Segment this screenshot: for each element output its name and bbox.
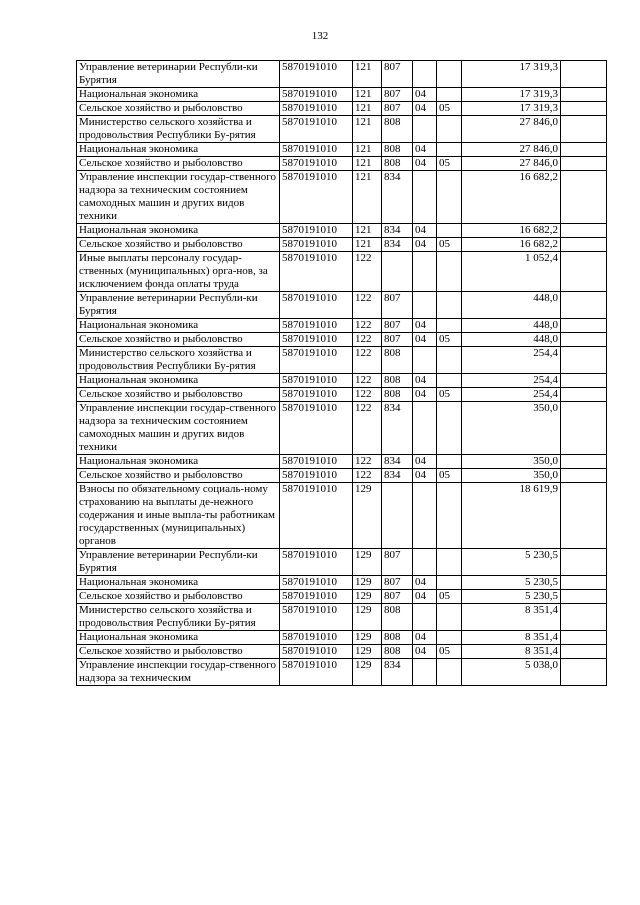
row-administrator-code: 808 <box>382 347 413 374</box>
row-target-article: 5870191010 <box>280 319 353 333</box>
row-name: Управление инспекции государ-ственного надзора за техническим состоянием самоходных машин и других видов техники <box>77 402 280 455</box>
row-name: Управление инспекции государ-ственного надзора за техническим <box>77 659 280 686</box>
row-expense-type: 122 <box>353 455 382 469</box>
row-administrator-code: 807 <box>382 102 413 116</box>
row-name: Министерство сельского хозяйства и продовольствия Республики Бу-рятия <box>77 347 280 374</box>
row-administrator-code: 807 <box>382 549 413 576</box>
row-extra <box>561 374 607 388</box>
table-row <box>77 88 607 102</box>
row-subsection <box>437 659 462 686</box>
row-expense-type: 121 <box>353 88 382 102</box>
table-row <box>77 171 607 224</box>
row-extra <box>561 88 607 102</box>
row-target-article: 5870191010 <box>280 157 353 171</box>
row-amount: 254,4 <box>462 374 561 388</box>
row-name: Национальная экономика <box>77 631 280 645</box>
row-expense-type: 121 <box>353 61 382 88</box>
table-row <box>77 645 607 659</box>
row-administrator-code <box>382 252 413 292</box>
row-section <box>413 604 437 631</box>
table-row <box>77 347 607 374</box>
row-section <box>413 252 437 292</box>
row-target-article: 5870191010 <box>280 292 353 319</box>
budget-table <box>76 60 607 686</box>
row-name: Управление ветеринарии Республи-ки Бурятия <box>77 549 280 576</box>
row-name: Управление инспекции государ-ственного надзора за техническим состоянием самоходных машин и других видов техники <box>77 171 280 224</box>
row-amount: 448,0 <box>462 333 561 347</box>
table-row <box>77 116 607 143</box>
row-extra <box>561 402 607 455</box>
row-amount: 254,4 <box>462 347 561 374</box>
table-row <box>77 576 607 590</box>
row-name: Национальная экономика <box>77 319 280 333</box>
row-expense-type: 121 <box>353 157 382 171</box>
row-name: Национальная экономика <box>77 143 280 157</box>
table-row <box>77 549 607 576</box>
row-amount: 8 351,4 <box>462 645 561 659</box>
row-target-article: 5870191010 <box>280 224 353 238</box>
table-row <box>77 252 607 292</box>
row-target-article: 5870191010 <box>280 659 353 686</box>
row-section <box>413 61 437 88</box>
row-extra <box>561 224 607 238</box>
row-subsection: 05 <box>437 388 462 402</box>
row-expense-type: 129 <box>353 590 382 604</box>
row-section: 04 <box>413 631 437 645</box>
row-extra <box>561 116 607 143</box>
row-amount: 27 846,0 <box>462 157 561 171</box>
row-name: Национальная экономика <box>77 455 280 469</box>
row-target-article: 5870191010 <box>280 102 353 116</box>
table-row <box>77 224 607 238</box>
row-expense-type: 122 <box>353 292 382 319</box>
row-amount: 350,0 <box>462 455 561 469</box>
row-target-article: 5870191010 <box>280 576 353 590</box>
row-subsection <box>437 143 462 157</box>
table-row <box>77 388 607 402</box>
row-administrator-code: 808 <box>382 645 413 659</box>
row-expense-type: 122 <box>353 347 382 374</box>
row-section <box>413 483 437 549</box>
row-section <box>413 171 437 224</box>
row-section: 04 <box>413 319 437 333</box>
row-subsection <box>437 319 462 333</box>
row-expense-type: 129 <box>353 549 382 576</box>
row-section <box>413 116 437 143</box>
table-row <box>77 102 607 116</box>
row-amount: 27 846,0 <box>462 116 561 143</box>
row-administrator-code: 807 <box>382 88 413 102</box>
row-extra <box>561 455 607 469</box>
row-administrator-code: 808 <box>382 374 413 388</box>
page-number: 132 <box>311 30 329 42</box>
row-extra <box>561 549 607 576</box>
row-section: 04 <box>413 157 437 171</box>
row-administrator-code: 808 <box>382 604 413 631</box>
row-name: Сельское хозяйство и рыболовство <box>77 238 280 252</box>
row-administrator-code: 807 <box>382 590 413 604</box>
row-extra <box>561 238 607 252</box>
row-name: Управление ветеринарии Республи-ки Бурятия <box>77 61 280 88</box>
row-extra <box>561 576 607 590</box>
row-extra <box>561 143 607 157</box>
row-extra <box>561 157 607 171</box>
row-administrator-code: 834 <box>382 659 413 686</box>
row-subsection <box>437 171 462 224</box>
row-subsection <box>437 347 462 374</box>
row-target-article: 5870191010 <box>280 252 353 292</box>
row-amount: 5 230,5 <box>462 590 561 604</box>
row-extra <box>561 590 607 604</box>
row-name: Управление ветеринарии Республи-ки Бурятия <box>77 292 280 319</box>
row-expense-type: 122 <box>353 374 382 388</box>
row-subsection <box>437 88 462 102</box>
row-amount: 448,0 <box>462 292 561 319</box>
row-expense-type: 129 <box>353 483 382 549</box>
row-extra <box>561 319 607 333</box>
row-administrator-code: 808 <box>382 388 413 402</box>
row-administrator-code: 834 <box>382 238 413 252</box>
row-section: 04 <box>413 224 437 238</box>
table-body <box>77 61 607 686</box>
row-subsection <box>437 549 462 576</box>
row-subsection <box>437 483 462 549</box>
row-administrator-code: 834 <box>382 455 413 469</box>
row-section: 04 <box>413 590 437 604</box>
row-extra <box>561 171 607 224</box>
row-section: 04 <box>413 102 437 116</box>
row-name: Сельское хозяйство и рыболовство <box>77 102 280 116</box>
row-amount: 16 682,2 <box>462 224 561 238</box>
row-extra <box>561 333 607 347</box>
row-amount: 18 619,9 <box>462 483 561 549</box>
table-row <box>77 631 607 645</box>
row-amount: 16 682,2 <box>462 171 561 224</box>
table-row <box>77 319 607 333</box>
row-amount: 1 052,4 <box>462 252 561 292</box>
row-target-article: 5870191010 <box>280 604 353 631</box>
row-name: Взносы по обязательному социаль-ному страхованию на выплаты де-нежного содержания и иные выпла-ты работникам государственных (муниципальных) органов <box>77 483 280 549</box>
row-amount: 5 230,5 <box>462 549 561 576</box>
row-section: 04 <box>413 455 437 469</box>
row-administrator-code: 807 <box>382 292 413 319</box>
table-row <box>77 374 607 388</box>
row-amount: 17 319,3 <box>462 61 561 88</box>
table-row <box>77 455 607 469</box>
row-amount: 5 230,5 <box>462 576 561 590</box>
row-administrator-code: 808 <box>382 157 413 171</box>
row-extra <box>561 252 607 292</box>
row-expense-type: 122 <box>353 469 382 483</box>
row-target-article: 5870191010 <box>280 238 353 252</box>
row-section <box>413 402 437 455</box>
row-expense-type: 121 <box>353 238 382 252</box>
row-section: 04 <box>413 143 437 157</box>
table-row <box>77 143 607 157</box>
row-subsection <box>437 374 462 388</box>
table-row <box>77 483 607 549</box>
row-expense-type: 129 <box>353 576 382 590</box>
row-target-article: 5870191010 <box>280 374 353 388</box>
row-target-article: 5870191010 <box>280 143 353 157</box>
row-administrator-code: 808 <box>382 143 413 157</box>
row-target-article: 5870191010 <box>280 455 353 469</box>
row-target-article: 5870191010 <box>280 631 353 645</box>
row-subsection <box>437 252 462 292</box>
row-name: Сельское хозяйство и рыболовство <box>77 157 280 171</box>
row-name: Министерство сельского хозяйства и продовольствия Республики Бу-рятия <box>77 604 280 631</box>
row-section: 04 <box>413 238 437 252</box>
row-administrator-code: 807 <box>382 576 413 590</box>
row-extra <box>561 102 607 116</box>
row-subsection <box>437 292 462 319</box>
row-name: Сельское хозяйство и рыболовство <box>77 388 280 402</box>
row-extra <box>561 388 607 402</box>
row-amount: 27 846,0 <box>462 143 561 157</box>
row-name: Сельское хозяйство и рыболовство <box>77 645 280 659</box>
row-section: 04 <box>413 374 437 388</box>
row-section <box>413 659 437 686</box>
row-target-article: 5870191010 <box>280 347 353 374</box>
row-name: Сельское хозяйство и рыболовство <box>77 333 280 347</box>
row-target-article: 5870191010 <box>280 645 353 659</box>
table-row <box>77 604 607 631</box>
row-section: 04 <box>413 576 437 590</box>
row-expense-type: 121 <box>353 171 382 224</box>
row-target-article: 5870191010 <box>280 333 353 347</box>
table-row <box>77 590 607 604</box>
row-section: 04 <box>413 88 437 102</box>
row-target-article: 5870191010 <box>280 402 353 455</box>
row-administrator-code: 807 <box>382 319 413 333</box>
row-expense-type: 129 <box>353 631 382 645</box>
row-extra <box>561 292 607 319</box>
row-name: Министерство сельского хозяйства и продовольствия Республики Бу-рятия <box>77 116 280 143</box>
row-target-article: 5870191010 <box>280 61 353 88</box>
row-extra <box>561 631 607 645</box>
row-target-article: 5870191010 <box>280 549 353 576</box>
row-subsection: 05 <box>437 469 462 483</box>
row-expense-type: 129 <box>353 645 382 659</box>
row-amount: 350,0 <box>462 402 561 455</box>
table-row <box>77 61 607 88</box>
row-subsection <box>437 576 462 590</box>
row-name: Национальная экономика <box>77 576 280 590</box>
row-target-article: 5870191010 <box>280 483 353 549</box>
row-amount: 8 351,4 <box>462 604 561 631</box>
row-expense-type: 129 <box>353 659 382 686</box>
row-subsection: 05 <box>437 157 462 171</box>
row-subsection <box>437 631 462 645</box>
row-expense-type: 121 <box>353 224 382 238</box>
table-row <box>77 469 607 483</box>
row-amount: 350,0 <box>462 469 561 483</box>
row-administrator-code: 834 <box>382 171 413 224</box>
row-target-article: 5870191010 <box>280 590 353 604</box>
row-target-article: 5870191010 <box>280 116 353 143</box>
row-subsection <box>437 224 462 238</box>
row-name: Сельское хозяйство и рыболовство <box>77 469 280 483</box>
row-section: 04 <box>413 388 437 402</box>
row-name: Национальная экономика <box>77 374 280 388</box>
row-name: Национальная экономика <box>77 88 280 102</box>
row-subsection <box>437 604 462 631</box>
row-subsection: 05 <box>437 333 462 347</box>
row-section <box>413 549 437 576</box>
row-administrator-code: 807 <box>382 333 413 347</box>
row-name: Сельское хозяйство и рыболовство <box>77 590 280 604</box>
table-row <box>77 659 607 686</box>
row-subsection: 05 <box>437 645 462 659</box>
row-subsection <box>437 116 462 143</box>
row-amount: 8 351,4 <box>462 631 561 645</box>
row-subsection: 05 <box>437 238 462 252</box>
table-row <box>77 333 607 347</box>
row-subsection: 05 <box>437 590 462 604</box>
row-amount: 16 682,2 <box>462 238 561 252</box>
row-administrator-code: 807 <box>382 61 413 88</box>
row-target-article: 5870191010 <box>280 171 353 224</box>
row-target-article: 5870191010 <box>280 88 353 102</box>
row-section: 04 <box>413 645 437 659</box>
row-subsection <box>437 455 462 469</box>
row-name: Национальная экономика <box>77 224 280 238</box>
row-section <box>413 292 437 319</box>
row-expense-type: 121 <box>353 102 382 116</box>
row-extra <box>561 659 607 686</box>
row-administrator-code: 834 <box>382 402 413 455</box>
row-amount: 448,0 <box>462 319 561 333</box>
row-extra <box>561 645 607 659</box>
row-amount: 5 038,0 <box>462 659 561 686</box>
row-target-article: 5870191010 <box>280 388 353 402</box>
row-section <box>413 347 437 374</box>
row-extra <box>561 347 607 374</box>
row-administrator-code: 834 <box>382 469 413 483</box>
table-row <box>77 238 607 252</box>
row-amount: 17 319,3 <box>462 88 561 102</box>
row-extra <box>561 61 607 88</box>
row-section: 04 <box>413 469 437 483</box>
row-subsection <box>437 402 462 455</box>
row-subsection: 05 <box>437 102 462 116</box>
row-amount: 254,4 <box>462 388 561 402</box>
row-expense-type: 122 <box>353 252 382 292</box>
row-expense-type: 122 <box>353 333 382 347</box>
row-subsection <box>437 61 462 88</box>
table-row <box>77 402 607 455</box>
row-name: Иные выплаты персоналу государ-ственных (муниципальных) орга-нов, за исключением фонда оплаты труда <box>77 252 280 292</box>
row-administrator-code: 834 <box>382 224 413 238</box>
row-target-article: 5870191010 <box>280 469 353 483</box>
table-row <box>77 157 607 171</box>
table-row <box>77 292 607 319</box>
row-section: 04 <box>413 333 437 347</box>
row-administrator-code: 808 <box>382 631 413 645</box>
row-expense-type: 122 <box>353 388 382 402</box>
row-extra <box>561 604 607 631</box>
row-extra <box>561 469 607 483</box>
row-expense-type: 122 <box>353 319 382 333</box>
row-administrator-code <box>382 483 413 549</box>
row-expense-type: 121 <box>353 116 382 143</box>
row-expense-type: 121 <box>353 143 382 157</box>
row-administrator-code: 808 <box>382 116 413 143</box>
row-extra <box>561 483 607 549</box>
row-amount: 17 319,3 <box>462 102 561 116</box>
row-expense-type: 129 <box>353 604 382 631</box>
row-expense-type: 122 <box>353 402 382 455</box>
